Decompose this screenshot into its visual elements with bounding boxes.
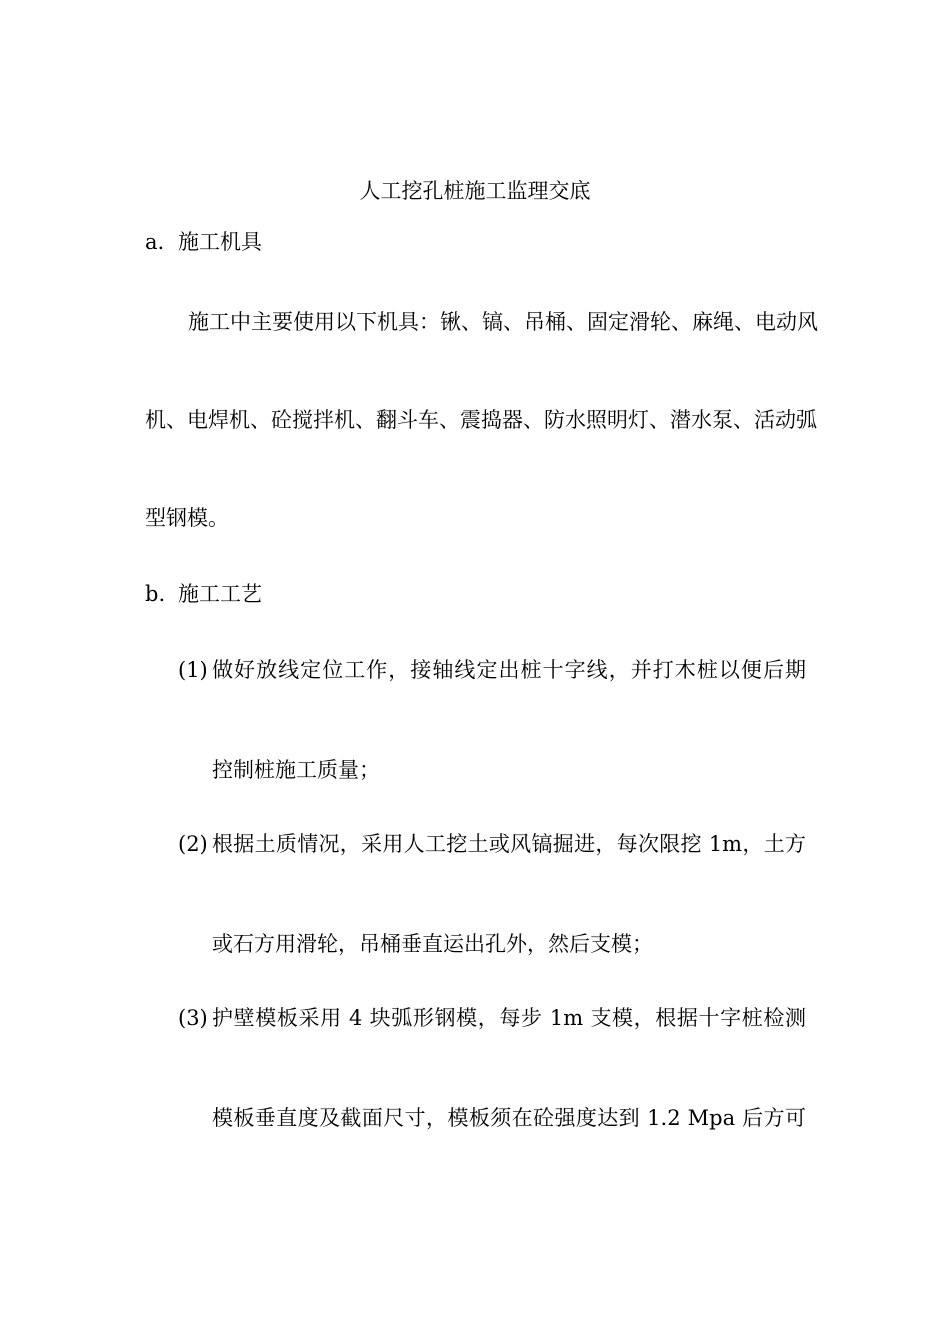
section-a-paragraph-line-2: 机、电焊机、砼搅拌机、翻斗车、震捣器、防水照明灯、潜水泵、活动弧 (145, 408, 817, 432)
section-a-paragraph-line-1: 施工中主要使用以下机具：锹、镐、吊桶、固定滑轮、麻绳、电动风 (188, 310, 818, 334)
item-3-number: (3) (178, 1006, 208, 1030)
item-2-number: (2) (178, 832, 208, 856)
item-1-line-1: 做好放线定位工作，接轴线定出桩十字线，并打木桩以便后期 (212, 658, 806, 682)
item-1-line-2: 控制桩施工质量； (212, 758, 380, 782)
document-title: 人工挖孔桩施工监理交底 (359, 179, 591, 203)
item-1-number: (1) (178, 658, 208, 682)
section-a-paragraph-line-3: 型钢模。 (145, 506, 229, 530)
section-a-heading: 施工机具 (178, 230, 262, 254)
item-3-line-2: 模板垂直度及截面尺寸，模板须在砼强度达到 1.2 Mpa 后方可 (212, 1106, 806, 1130)
section-b-marker: b. (145, 582, 166, 606)
section-b-heading: 施工工艺 (178, 582, 262, 606)
item-2-line-1: 根据土质情况，采用人工挖土或风镐掘进，每次限挖 1m，土方 (212, 832, 806, 856)
item-2-line-2: 或石方用滑轮，吊桶垂直运出孔外，然后支模； (212, 932, 653, 956)
item-3-line-1: 护壁模板采用 4 块弧形钢模，每步 1m 支模，根据十字桩检测 (212, 1006, 806, 1030)
section-a-marker: a. (145, 230, 165, 254)
